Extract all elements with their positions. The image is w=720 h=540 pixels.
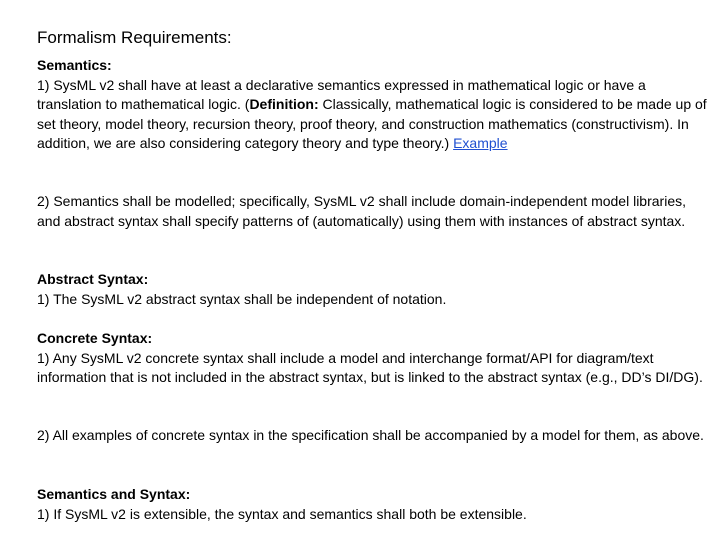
semantics-req1-prefix: 1) SysML v2 shall have at least a declarative semantics expressed in mathematical logic or have a translation to mathematical logic. ( <box>37 76 646 112</box>
semantics-heading: Semantics: <box>37 57 112 73</box>
semantics-section <box>37 56 707 154</box>
semantics-requirement-2-block <box>37 192 707 231</box>
semantics-requirement-2: 2) Semantics shall be modelled; specifically, SysML v2 shall include domain-independent model libraries, and abstract syntax shall specify patterns of (automatically) using them with instances of abstract syntax. <box>37 193 686 229</box>
semantics-req1-text: Classically, mathematical logic is considered to be made up of set theory, model theory, recursion theory, proof theory, and construction mathematics (constructivism). In addition, we are also considering category theory and type theory.) <box>37 96 707 151</box>
semantics-and-syntax-section <box>37 485 707 524</box>
abstract-syntax-requirement-1: 1) The SysML v2 abstract syntax shall be independent of notation. <box>37 290 447 307</box>
definition-label: Definition: <box>249 96 319 112</box>
abstract-syntax-section <box>37 270 707 309</box>
concrete-syntax-section <box>37 329 707 388</box>
semantics-and-syntax-heading: Semantics and Syntax: <box>37 486 191 502</box>
concrete-syntax-requirement-2: 2) All examples of concrete syntax in the specification shall be accompanied by a model for them, as above. <box>37 427 704 443</box>
page-title: Formalism Requirements: <box>37 28 232 47</box>
concrete-syntax-requirement-1: 1) Any SysML v2 concrete syntax shall include a model and interchange format/API for diagram/text information that is not included in the abstract syntax, but is linked to the abstract syntax (e.g., DD’s DI/DG). <box>37 349 703 385</box>
concrete-syntax-heading: Concrete Syntax: <box>37 330 153 346</box>
semantics-requirement-1 <box>37 76 707 154</box>
abstract-syntax-heading: Abstract Syntax: <box>37 271 149 287</box>
semantics-and-syntax-requirement-1: 1) If SysML v2 is extensible, the syntax and semantics shall both be extensible. <box>37 505 527 522</box>
concrete-syntax-requirement-2-block <box>37 426 707 446</box>
example-link[interactable]: Example <box>453 135 508 151</box>
